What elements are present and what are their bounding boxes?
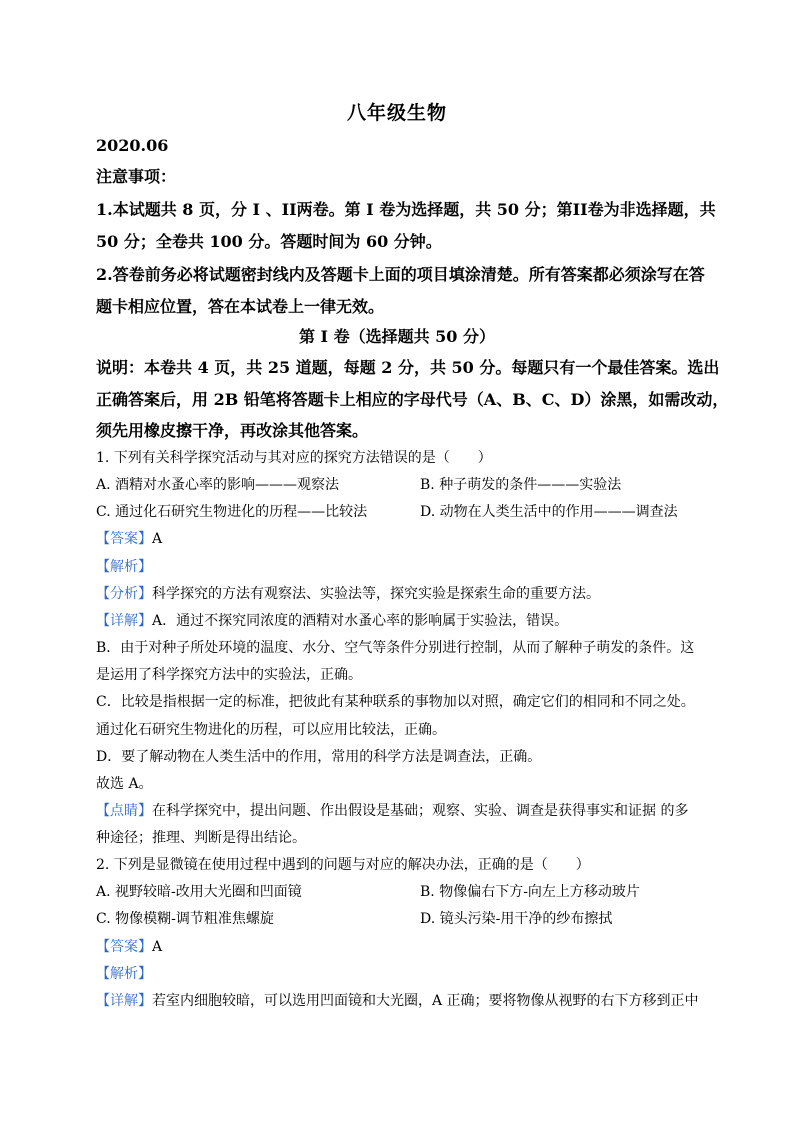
question-1-explain-b-line-1: B．由于对种子所处环境的温度、水分、空气等条件分别进行控制，从而了解种子萌发的条件。这 — [96, 640, 695, 656]
question-2-option-c: C. 物像模糊-调节粗准焦螺旋 — [96, 911, 274, 927]
page-title: 八年级生物 — [346, 102, 447, 124]
xiangjie-text: A．通过不探究同浓度的酒精对水蚤心率的影响属于实验法，错误。 — [152, 613, 569, 629]
question-1-option-b: B. 种子萌发的条件———实验法 — [420, 477, 622, 493]
question-1-option-a: A. 酒精对水蚤心率的影响———观察法 — [96, 477, 340, 493]
question-2-option-a: A. 视野较暗-改用大光圈和凹面镜 — [96, 884, 302, 900]
question-1-explain-d: D．要了解动物在人类生活中的作用，常用的科学方法是调查法，正确。 — [96, 749, 542, 765]
question-1-fenxi — [96, 583, 702, 603]
question-1-explain-b-line-2: 是运用了科学探究方法中的实验法，正确。 — [96, 667, 362, 683]
section-description-line-1: 说明：本卷共 4 页，共 25 道题，每题 2 分，共 50 分。每题只有一个最佳答案。选出 — [96, 358, 720, 377]
question-1-option-c: C. 通过化石研究生物进化的历程——比较法 — [96, 504, 368, 520]
notice-item-2-line-1: 2.答卷前务必将试题密封线内及答题卡上面的项目填涂清楚。所有答案都必须涂写在答 — [96, 265, 705, 284]
notice-item-1-line-1: 1.本试题共 8 页，分 I 、II两卷。第 I 卷为选择题，共 50 分；第II卷为非选择题，共 — [96, 200, 716, 219]
question-2-option-d: D. 镜头污染-用干净的纱布擦拭 — [420, 911, 613, 927]
exam-date: 2020.06 — [96, 136, 169, 155]
question-2-stem: 2. 下列是显微镜在使用过程中遇到的问题与对应的解决办法，正确的是（ ） — [96, 857, 590, 873]
question-1-explain-c-line-1: C．比较是指根据一定的标准，把彼此有某种联系的事物加以对照，确定它们的相同和不同之处。 — [96, 694, 695, 710]
question-2-xiangjie — [96, 990, 702, 1010]
answer-tag: 【答案】 — [96, 939, 152, 955]
analysis-tag: 【解析】 — [96, 559, 152, 575]
answer-tag: 【答案】 — [96, 531, 152, 547]
question-1-stem: 1. 下列有关科学探究活动与其对应的探究方法错误的是（ ） — [96, 450, 492, 466]
question-2-answer — [96, 936, 702, 956]
xiangjie-text: 若室内细胞较暗，可以选用凹面镜和大光圈，A 正确；要将物像从视野的右下方移到正中 — [152, 993, 699, 1009]
question-1-explain-c-line-2: 通过化石研究生物进化的历程，可以应用比较法，正确。 — [96, 722, 446, 738]
fenxi-tag: 【分析】 — [96, 586, 152, 602]
answer-value: A — [152, 939, 163, 955]
question-1-analysis-tag — [96, 556, 702, 576]
question-1-dianjing — [96, 800, 702, 820]
dianjing-text: 在科学探究中，提出问题、作出假设是基础；观察、实验、调查是获得事实和证据 的多 — [152, 803, 689, 819]
fenxi-text: 科学探究的方法有观察法、实验法等，探究实验是探索生命的重要方法。 — [152, 586, 600, 602]
section-description-line-3: 须先用橡皮擦干净，再改涂其他答案。 — [96, 421, 369, 440]
notice-item-2-line-2: 题卡相应位置，答在本试卷上一律无效。 — [96, 297, 385, 316]
question-1-xiangjie — [96, 610, 702, 630]
section-heading: 第 I 卷（选择题共 50 分） — [298, 327, 496, 346]
question-1-choice: 故选 A。 — [96, 776, 153, 792]
question-2-option-b: B. 物像偏右下方-向左上方移动玻片 — [420, 884, 640, 900]
analysis-tag: 【解析】 — [96, 966, 152, 982]
question-2-analysis-tag — [96, 963, 702, 983]
xiangjie-tag: 【详解】 — [96, 613, 152, 629]
answer-value: A — [152, 531, 163, 547]
notice-item-1-line-2: 50 分；全卷共 100 分。答题时间为 60 分钟。 — [96, 232, 442, 251]
notice-heading: 注意事项： — [96, 167, 177, 186]
question-1-dianjing-line-2: 种途径；推理、判断是得出结论。 — [96, 830, 306, 846]
xiangjie-tag: 【详解】 — [96, 993, 152, 1009]
question-1-answer — [96, 528, 702, 548]
section-description-line-2: 正确答案后，用 2B 铅笔将答题卡上相应的字母代号（A、B、C、D）涂黑，如需改动， — [96, 390, 729, 409]
dianjing-tag: 【点睛】 — [96, 803, 152, 819]
question-1-option-d: D. 动物在人类生活中的作用———调查法 — [420, 504, 678, 520]
